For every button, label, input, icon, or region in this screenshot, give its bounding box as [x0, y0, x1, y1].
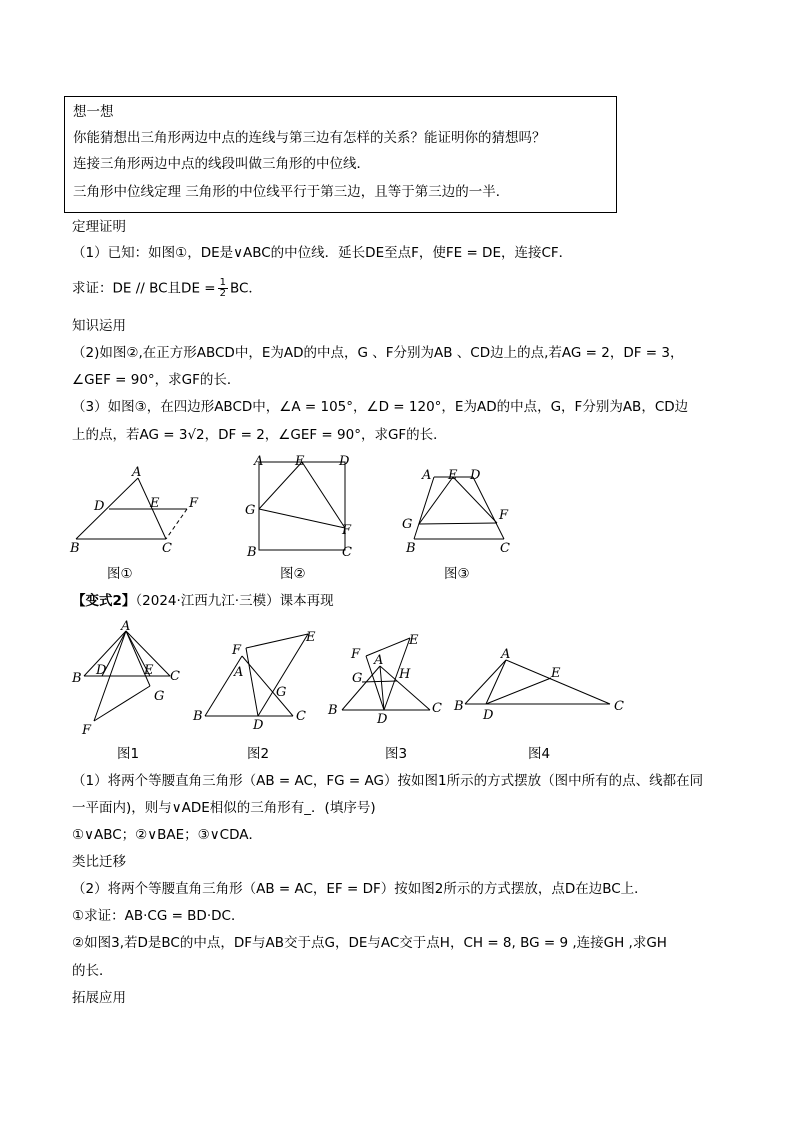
label-C: C [614, 699, 624, 714]
caption-fig3: 图③ [444, 566, 470, 582]
variant-problem-2-part2: ②如图3,若D是BC的中点，DF与AB交于点G，DE与AC交于点H，CH = 8, BG = 9 ,连接GH ,求GH [72, 935, 667, 951]
label-H: H [399, 667, 411, 682]
problem-2-line1: （2)如图②,在正方形ABCD中，E为AD的中点，G 、F分别为AB 、CD边上的点,若AG = 2，DF = 3， [72, 345, 684, 361]
label-A: A [501, 647, 511, 662]
label-B: B [247, 545, 257, 560]
figure-1-triangle [66, 460, 216, 560]
label-E: E [409, 633, 419, 648]
problem-2-line2: ∠GEF = 90°，求GF的长． [72, 372, 241, 388]
box-theorem: 三角形中位线定理 三角形的中位线平行于第三边，且等于第三边的一半． [73, 184, 510, 200]
frac-num: 1 [219, 277, 226, 288]
label-G: G [402, 517, 413, 532]
label-A: A [254, 454, 264, 469]
label-F: F [342, 523, 352, 538]
box-question: 你能猜想出三角形两边中点的连线与第三边有怎样的关系？能证明你的猜想吗？ [73, 130, 546, 146]
label-E: E [144, 663, 154, 678]
label-D: D [339, 454, 350, 469]
caption-g2: 图2 [247, 746, 270, 762]
label-F: F [82, 723, 92, 738]
label-E: E [150, 496, 160, 511]
heading-proof: 定理证明 [72, 219, 126, 235]
label-A: A [121, 619, 131, 634]
label-D: D [483, 708, 494, 723]
label-C: C [432, 701, 442, 716]
label-A: A [234, 665, 244, 680]
label-A: A [132, 465, 142, 480]
heading-extension: 拓展应用 [72, 990, 126, 1006]
label-C: C [162, 541, 172, 556]
figure-g1 [66, 616, 196, 740]
variant-problem-2: （2）将两个等腰直角三角形（AB = AC，EF = DF）按如图2所示的方式摆放，点D在边BC上． [72, 881, 648, 897]
label-D: D [96, 663, 107, 678]
label-G: G [154, 689, 165, 704]
label-F: F [499, 508, 509, 523]
label-F: F [189, 496, 199, 511]
figure-2-square [244, 452, 364, 562]
frac-den: 2 [219, 288, 226, 299]
caption-g1: 图1 [117, 746, 140, 762]
label-C: C [296, 709, 306, 724]
heading-analogy: 类比迁移 [72, 854, 126, 870]
label-B: B [193, 709, 203, 724]
label-E: E [448, 468, 458, 483]
label-F: F [232, 643, 242, 658]
label-B: B [72, 671, 82, 686]
label-G: G [352, 671, 363, 686]
label-E: E [306, 630, 316, 645]
box-definition: 连接三角形两边中点的线段叫做三角形的中位线． [73, 156, 370, 172]
figure-g2 [190, 626, 320, 738]
label-E: E [551, 666, 561, 681]
fraction-half [218, 278, 228, 299]
variant-options: ①∨ABC；②∨BAE；③∨CDA． [72, 827, 262, 843]
label-F: F [351, 647, 361, 662]
label-B: B [454, 699, 464, 714]
caption-fig2: 图② [280, 566, 306, 582]
prove-line [72, 278, 262, 299]
problem-3-line2: 上的点，若AG = 3√2，DF = 2，∠GEF = 90°，求GF的长． [72, 427, 447, 443]
variant-problem-1-line1: （1）将两个等腰直角三角形（AB = AC，FG = AG）按如图1所示的方式摆放（图中所有的点、线都在同 [72, 773, 704, 789]
figure-g4 [450, 642, 634, 726]
caption-fig1: 图① [107, 566, 133, 582]
caption-g4: 图4 [528, 746, 551, 762]
label-B: B [328, 703, 338, 718]
variant-label: 【变式2】 [72, 593, 136, 609]
box-title: 想一想 [73, 104, 114, 120]
heading-apply: 知识运用 [72, 318, 126, 334]
problem-1: （1）已知：如图①，DE是∨ABC的中位线．延长DE至点F，使FE = DE，连接CF． [72, 245, 573, 261]
label-B: B [406, 541, 416, 556]
label-D: D [253, 718, 264, 733]
label-G: G [276, 685, 287, 700]
label-A: A [374, 653, 384, 668]
prove-text: 求证：DE // BC且DE = [72, 280, 216, 297]
label-C: C [500, 541, 510, 556]
caption-g3: 图3 [385, 746, 408, 762]
problem-3-line1: （3）如图③，在四边形ABCD中，∠A = 105°，∠D = 120°，E为AD的中点，G，F分别为AB，CD边 [72, 399, 689, 415]
variant-source: （2024·江西九江·三模）课本再现 [135, 593, 334, 609]
label-C: C [342, 545, 352, 560]
prove-text-end: BC． [229, 280, 262, 297]
label-G: G [245, 503, 256, 518]
label-A: A [422, 468, 432, 483]
think-box [64, 96, 617, 213]
label-C: C [170, 669, 180, 684]
variant-problem-2-part2-end: 的长． [72, 963, 113, 979]
figure-g3 [322, 626, 448, 738]
label-B: B [70, 541, 80, 556]
label-D: D [94, 499, 105, 514]
figure-3-quadrilateral [400, 462, 530, 562]
label-D: D [377, 712, 388, 727]
variant-line [72, 592, 334, 610]
label-E: E [295, 454, 305, 469]
variant-problem-2-part1: ①求证：AB·CG = BD·DC． [72, 908, 245, 924]
label-D: D [470, 468, 481, 483]
variant-problem-1-line2: 一平面内)，则与∨ADE相似的三角形有_．(填序号) [72, 800, 376, 816]
